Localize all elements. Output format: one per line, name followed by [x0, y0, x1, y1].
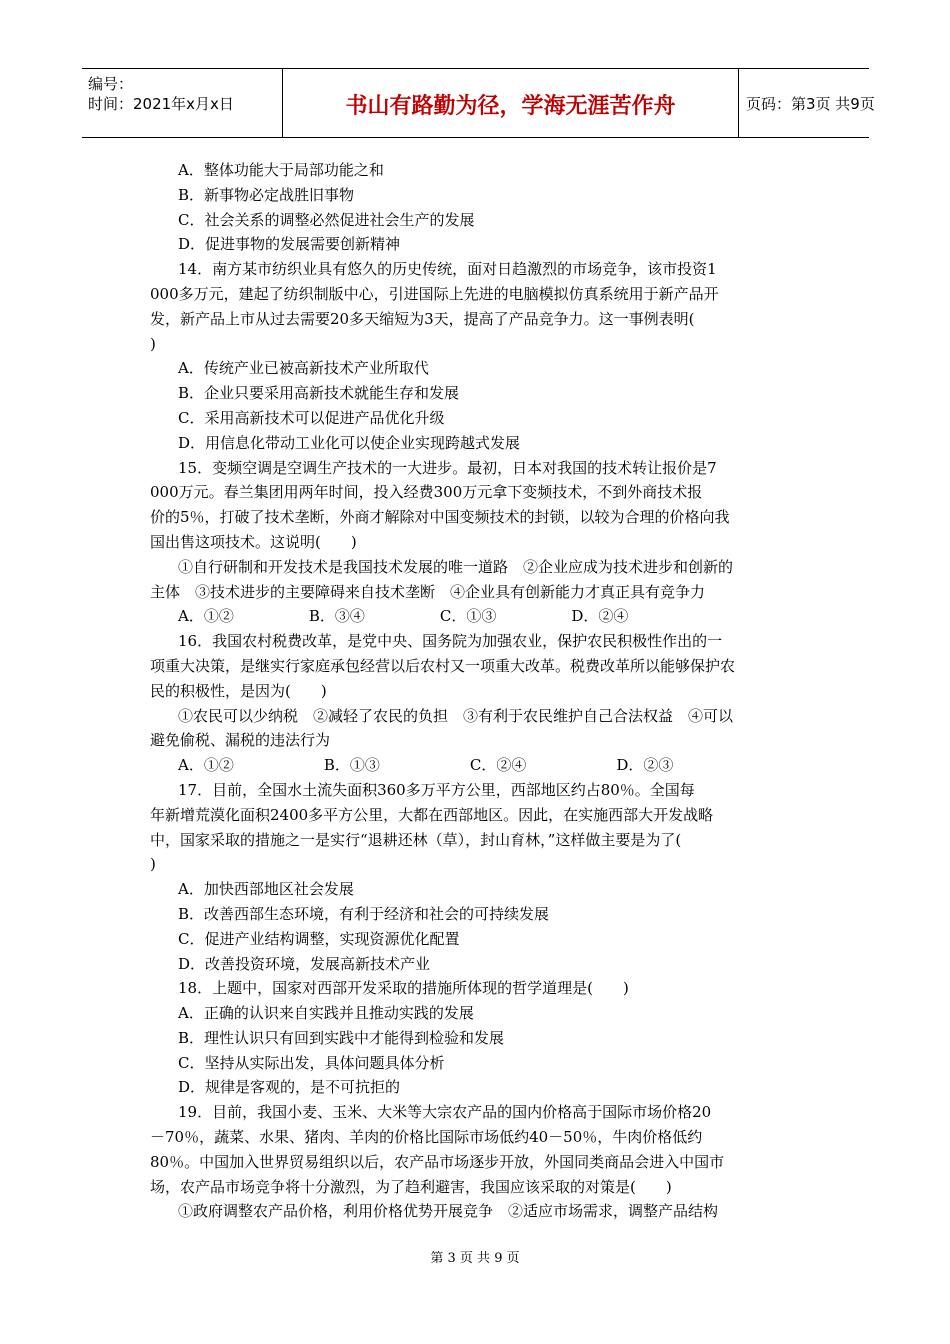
text-line: B．新事物必定战胜旧事物	[178, 185, 355, 204]
text-line: －70％，蔬菜、水果、猪肉、羊肉的价格比国际市场低约40－50％，牛肉价格低约	[150, 1128, 703, 1147]
text-line: 发，新产品上市从过去需要20多天缩短为3天，提高了产品竞争力。这一事例表明(	[150, 309, 695, 328]
option-line: A．①② B．③④ C．①③ D．②④	[178, 607, 629, 626]
motto-text: 书山有路勤为径，学海无涯苦作舟	[345, 94, 676, 119]
text-line: 项重大决策，是继实行家庭承包经营以后农村又一项重大改革。税费改革所以能够保护农	[150, 656, 736, 675]
text-line: D．促进事物的发展需要创新精神	[178, 235, 401, 254]
page-footer: 第 3 页 共 9 页	[430, 1251, 520, 1266]
option-line: C．促进产业结构调整，实现资源优化配置	[178, 929, 460, 948]
option-line: C．坚持从实际出发，具体问题具体分析	[178, 1053, 445, 1072]
option-line: A．①② B．①③ C．②④ D．②③	[178, 756, 674, 775]
text-line: ①农民可以少纳税 ②减轻了农民的负担 ③有利于农民维护自己合法权益 ④可以	[178, 706, 734, 725]
text-line: ①政府调整农产品价格，利用价格优势开展竞争 ②适应市场需求，调整产品结构	[178, 1202, 719, 1221]
question-14: 14．南方某市纺织业具有悠久的历史传统，面对日趋激烈的市场竞争，该市投资1	[178, 260, 717, 279]
question-16: 16．我国农村税费改革，是党中央、国务院为加强农业，保护农民积极性作出的一	[178, 632, 723, 651]
header-page-cell	[738, 69, 875, 137]
text-line: 中，国家采取的措施之一是实行“退耕还林（草），封山育林，”这样做主要是为了(	[150, 830, 682, 849]
option-line: D．改善投资环境，发展高新技术产业	[178, 954, 431, 973]
option-line: B．企业只要采用高新技术就能生存和发展	[178, 384, 460, 403]
option-line: D．规律是客观的，是不可抗拒的	[178, 1078, 401, 1097]
text-line: 价的5％，打破了技术垄断，外商才解除对中国变频技术的封锁，以较为合理的价格向我	[150, 508, 730, 527]
option-line: B．改善西部生态环境，有利于经济和社会的可持续发展	[178, 904, 550, 923]
question-18: 18．上题中，国家对西部开发采取的措施所体现的哲学道理是( )	[178, 979, 629, 998]
document-body	[150, 158, 810, 1224]
header-motto-cell	[282, 69, 739, 137]
text-line: C．社会关系的调整必然促进社会生产的发展	[178, 210, 475, 229]
text-line: 000万元。春兰集团用两年时间，投入经费300万元拿下变频技术，不到外商技术报	[150, 483, 703, 502]
option-line: A．加快西部地区社会发展	[178, 880, 354, 899]
text-line: 000多万元，建起了纺织制版中心，引进国际上先进的电脑模拟仿真系统用于新产品开	[150, 284, 719, 303]
text-line: 避免偷税、漏税的违法行为	[150, 731, 331, 750]
text-line: ①自行研制和开发技术是我国技术发展的唯一道路 ②企业应成为技术进步和创新的	[178, 557, 734, 576]
text-line: 年新增荒漠化面积2400多平方公里，大都在西部地区。因此，在实施西部大开发战略	[150, 805, 714, 824]
option-line: A．传统产业已被高新技术产业所取代	[178, 359, 429, 378]
text-line: 场，农产品市场竞争将十分激烈，为了趋利避害，我国应该采取的对策是( )	[150, 1177, 672, 1196]
question-17: 17．目前，全国水土流失面积360多万平方公里，西部地区约占80％。全国每	[178, 780, 695, 799]
text-line: )	[150, 334, 156, 353]
text-line: )	[150, 855, 156, 874]
page-header	[82, 68, 875, 138]
page-code: 页码：第3页 共9页	[746, 95, 875, 113]
text-line: 主体 ③技术进步的主要障碍来自技术垄断 ④企业具有创新能力才真正具有竞争力	[150, 582, 706, 601]
option-line: C．采用高新技术可以促进产品优化升级	[178, 408, 445, 427]
question-15: 15．变频空调是空调生产技术的一大进步。最初，日本对我国的技术转让报价是7	[178, 458, 717, 477]
text-line: 80％。中国加入世界贸易组织以后，农产品市场逐步开放，外国同类商品会进入中国市	[150, 1152, 725, 1171]
option-line: B．理性认识只有回到实践中才能得到检验和发展	[178, 1028, 505, 1047]
serial-label: 编号：	[88, 75, 134, 93]
option-line: D．用信息化带动工业化可以使企业实现跨越式发展	[178, 433, 521, 452]
option-line: A．正确的认识来自实践并且推动实践的发展	[178, 1004, 474, 1023]
date-label: 时间：2021年x月x日	[88, 95, 234, 113]
text-line: A．整体功能大于局部功能之和	[178, 161, 384, 179]
text-line: 民的积极性，是因为( )	[150, 681, 327, 700]
text-line: 国出售这项技术。这说明( )	[150, 532, 357, 551]
header-info-cell	[82, 69, 282, 137]
question-19: 19．目前，我国小麦、玉米、大米等大宗农产品的国内价格高于国际市场价格20	[178, 1103, 712, 1122]
